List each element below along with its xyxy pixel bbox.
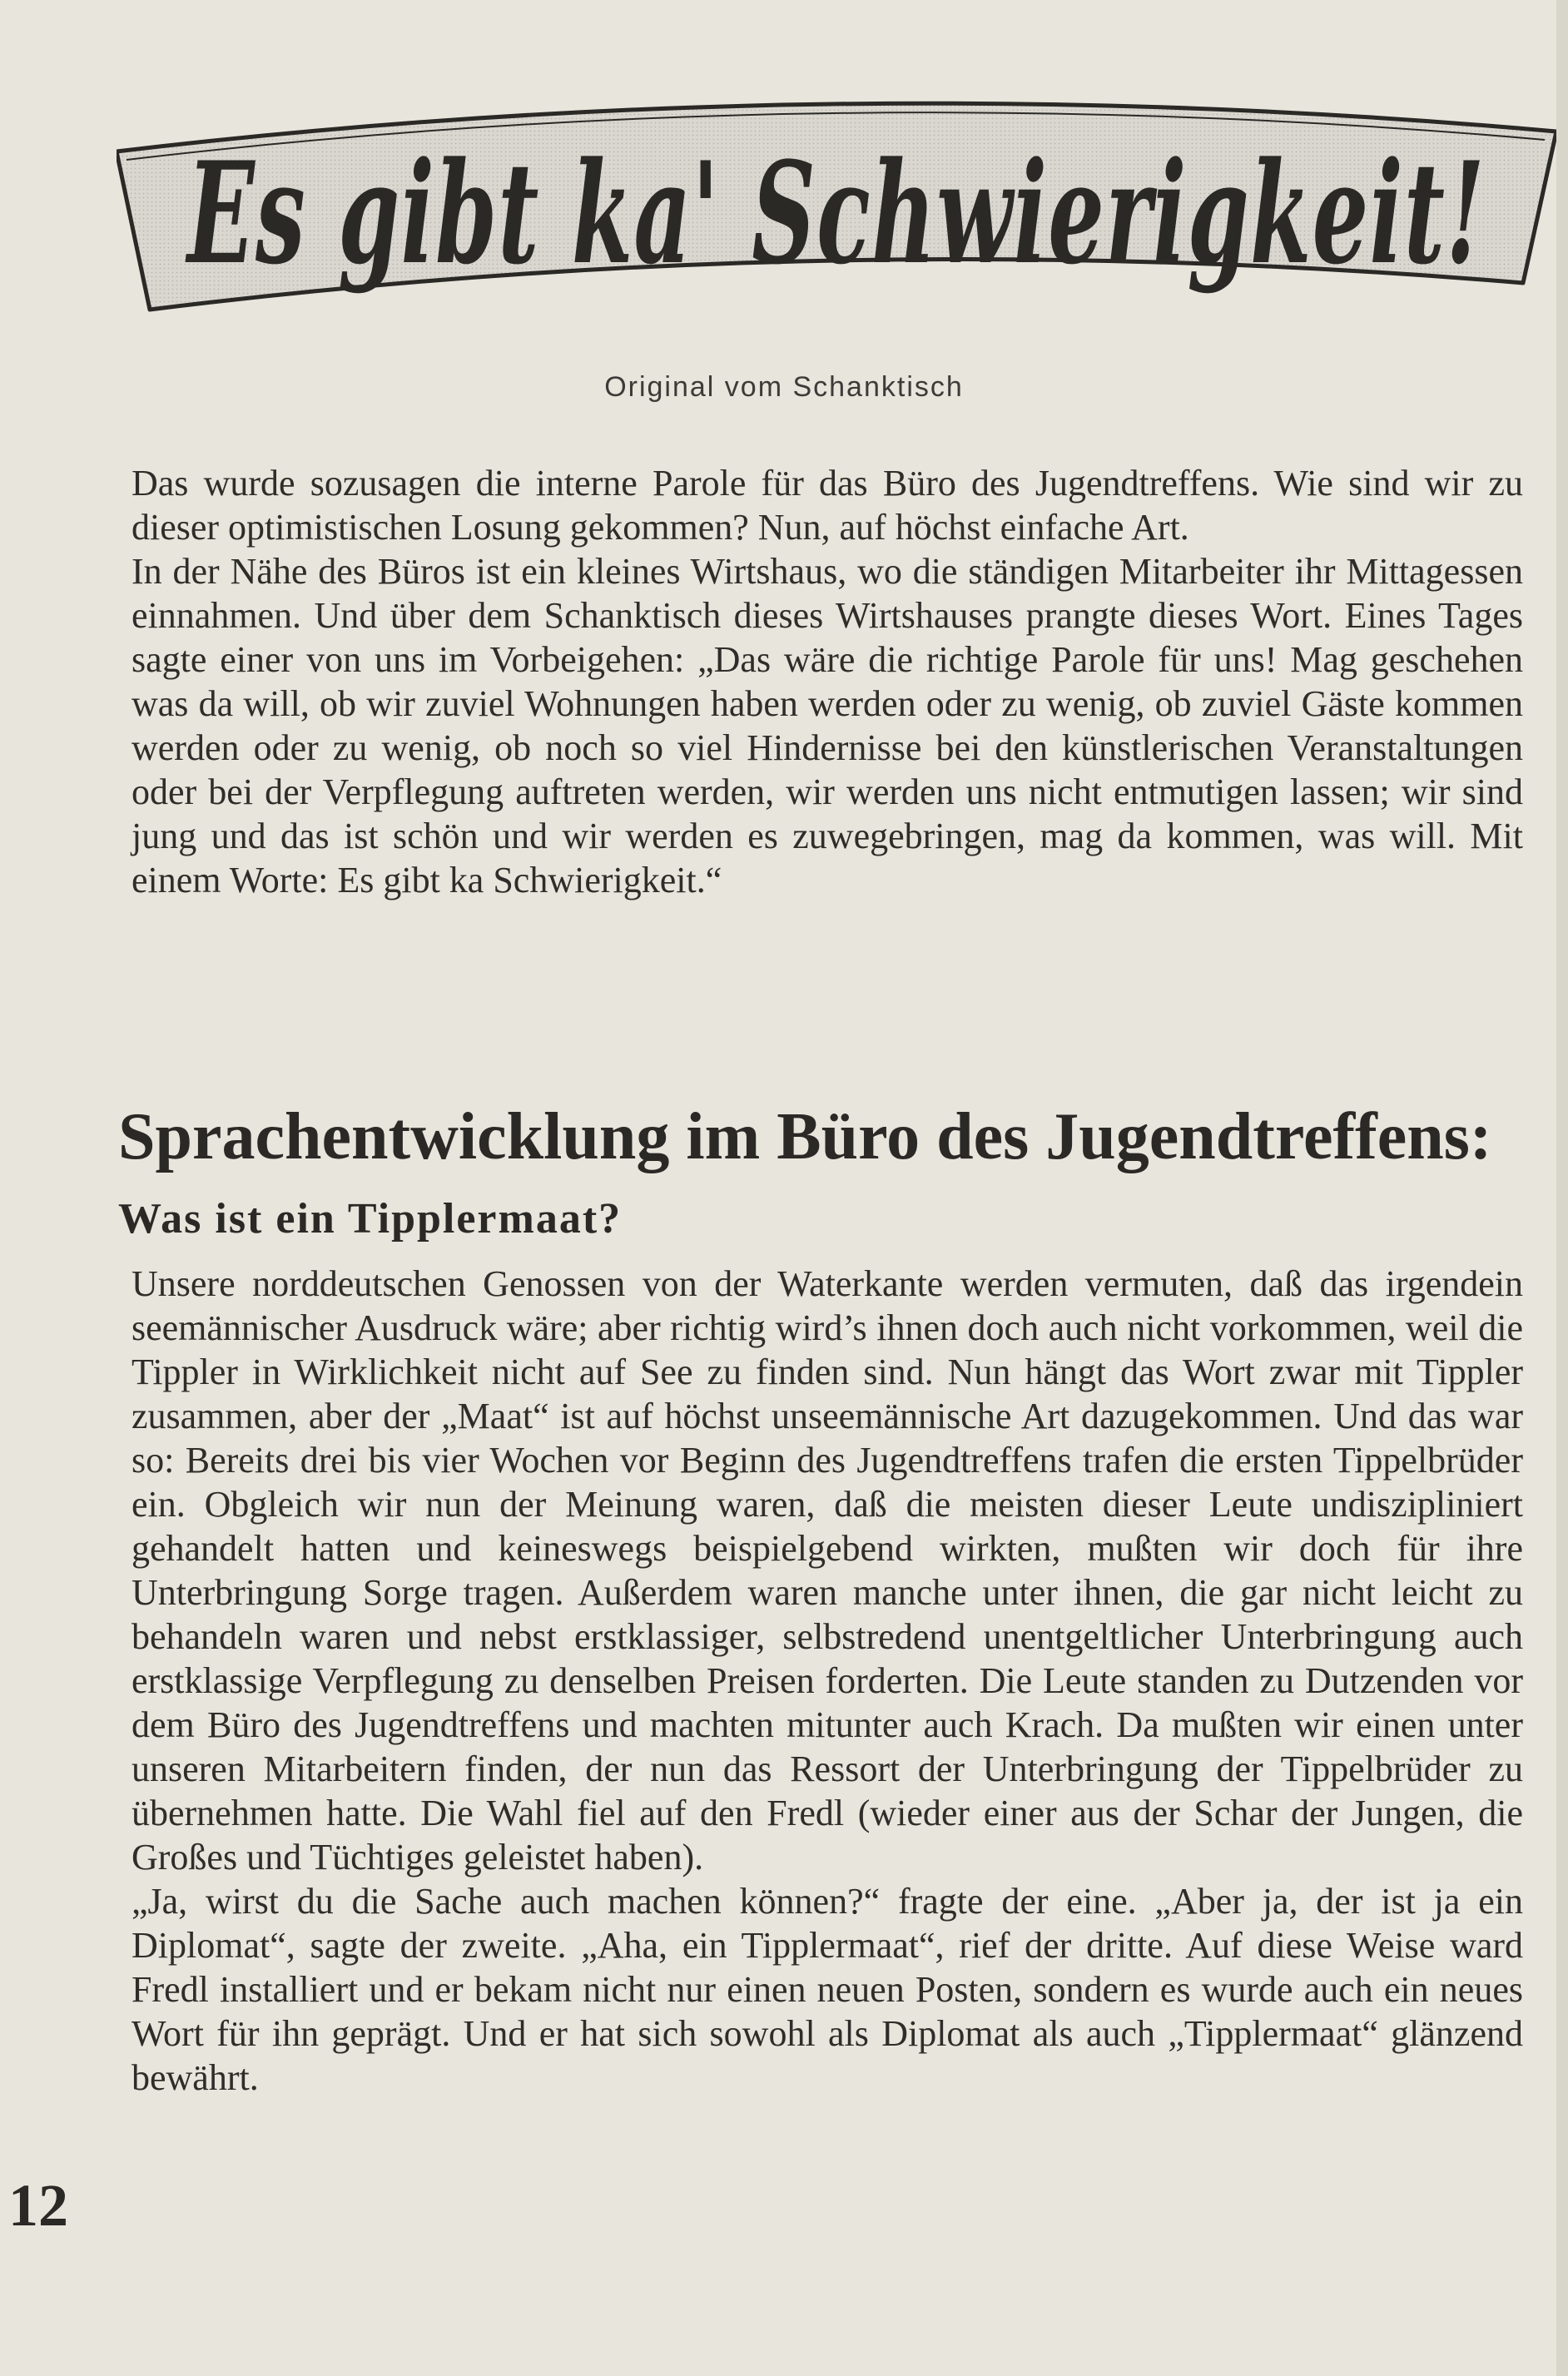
- intro-text: [131, 461, 1523, 902]
- article-heading: Sprachentwicklung im Büro des Jugendtreffens:: [118, 1100, 1492, 1173]
- banner-sign: [117, 92, 1556, 341]
- intro-paragraph-2: In der Nähe des Büros ist ein kleines Wirtshaus, wo die ständigen Mitarbeiter ihr Mittagessen einnahmen. Und über dem Schanktisch dieses Wirtshauses prangte dieses Wort. Eines Tages sagte einer von uns im Vorbeigehen: „Das wäre die richtige Parole für uns! Mag geschehen was da will, ob wir zuviel Wohnungen haben werden oder zu wenig, ob zuviel Gäste kommen werden oder zu wenig, ob noch so viel Hindernisse bei den künstlerischen Veranstaltungen oder bei der Verpflegung auftreten werden, wir werden uns nicht entmutigen lassen; wir sind jung und das ist schön und wir werden es zuwegebringen, mag da kommen, was will. Mit einem Worte: Es gibt ka Schwierigkeit.“: [131, 551, 1523, 900]
- banner-title: Es gibt ka' Schwierigkeit!: [185, 131, 1486, 295]
- intro-paragraph-1: Das wurde sozusagen die interne Parole für das Büro des Jugendtreffens. Wie sind wir zu dieser optimistischen Losung gekommen? Nun, auf höchst einfache Art.: [131, 463, 1523, 548]
- article-paragraph-1: Unsere norddeutschen Genossen von der Waterkante werden vermuten, daß das irgendein seemännischer Ausdruck wäre; aber richtig wird’s ihnen doch auch nicht vorkommen, weil die Tippler in Wirklichkeit nicht auf See zu finden sind. Nun hängt das Wort zwar mit Tippler zusammen, aber der „Maat“ ist auf höchst unseemännische Art dazugekommen. Und das war so: Bereits drei bis vier Wochen vor Beginn des Jugendtreffens trafen die ersten Tippelbrüder ein. Obgleich wir nun der Meinung waren, daß die meisten dieser Leute undiszipliniert gehandelt hatten und keineswegs beispielgebend wirkten, mußten wir doch für ihre Unterbringung Sorge tragen. Außerdem waren manche unter ihnen, die gar nicht leicht zu behandeln waren und nebst erstklassiger, selbstredend unentgeltlicher Unterbringung auch erstklassige Verpflegung zu denselben Preisen forderten. Die Leute standen zu Dutzenden vor dem Büro des Jugendtreffens und machten mitunter auch Krach. Da mußten wir einen unter unseren Mitarbeitern finden, der nun das Ressort der Unterbringung der Tippelbrüder zu übernehmen hatte. Die Wahl fiel auf den Fredl (wieder einer aus der Schar der Jungen, die Großes und Tüchtiges geleistet haben).: [131, 1263, 1523, 1877]
- banner-caption: Original vom Schanktisch: [604, 371, 964, 403]
- page-number: 12: [8, 2172, 68, 2239]
- article-subheading: Was ist ein Tipplermaat?: [118, 1195, 623, 1243]
- article-body: [131, 1262, 1523, 2100]
- article-paragraph-2: „Ja, wirst du die Sache auch machen können?“ fragte der eine. „Aber ja, der ist ja ein Diplomat“, sagte der zweite. „Aha, ein Tipplermaat“, rief der dritte. Auf diese Weise ward Fredl installiert und er bekam nicht nur einen neuen Posten, sondern es wurde auch ein neues Wort für ihn geprägt. Und er hat sich sowohl als Diplomat als auch „Tipplermaat“ glänzend bewährt.: [131, 1881, 1523, 2098]
